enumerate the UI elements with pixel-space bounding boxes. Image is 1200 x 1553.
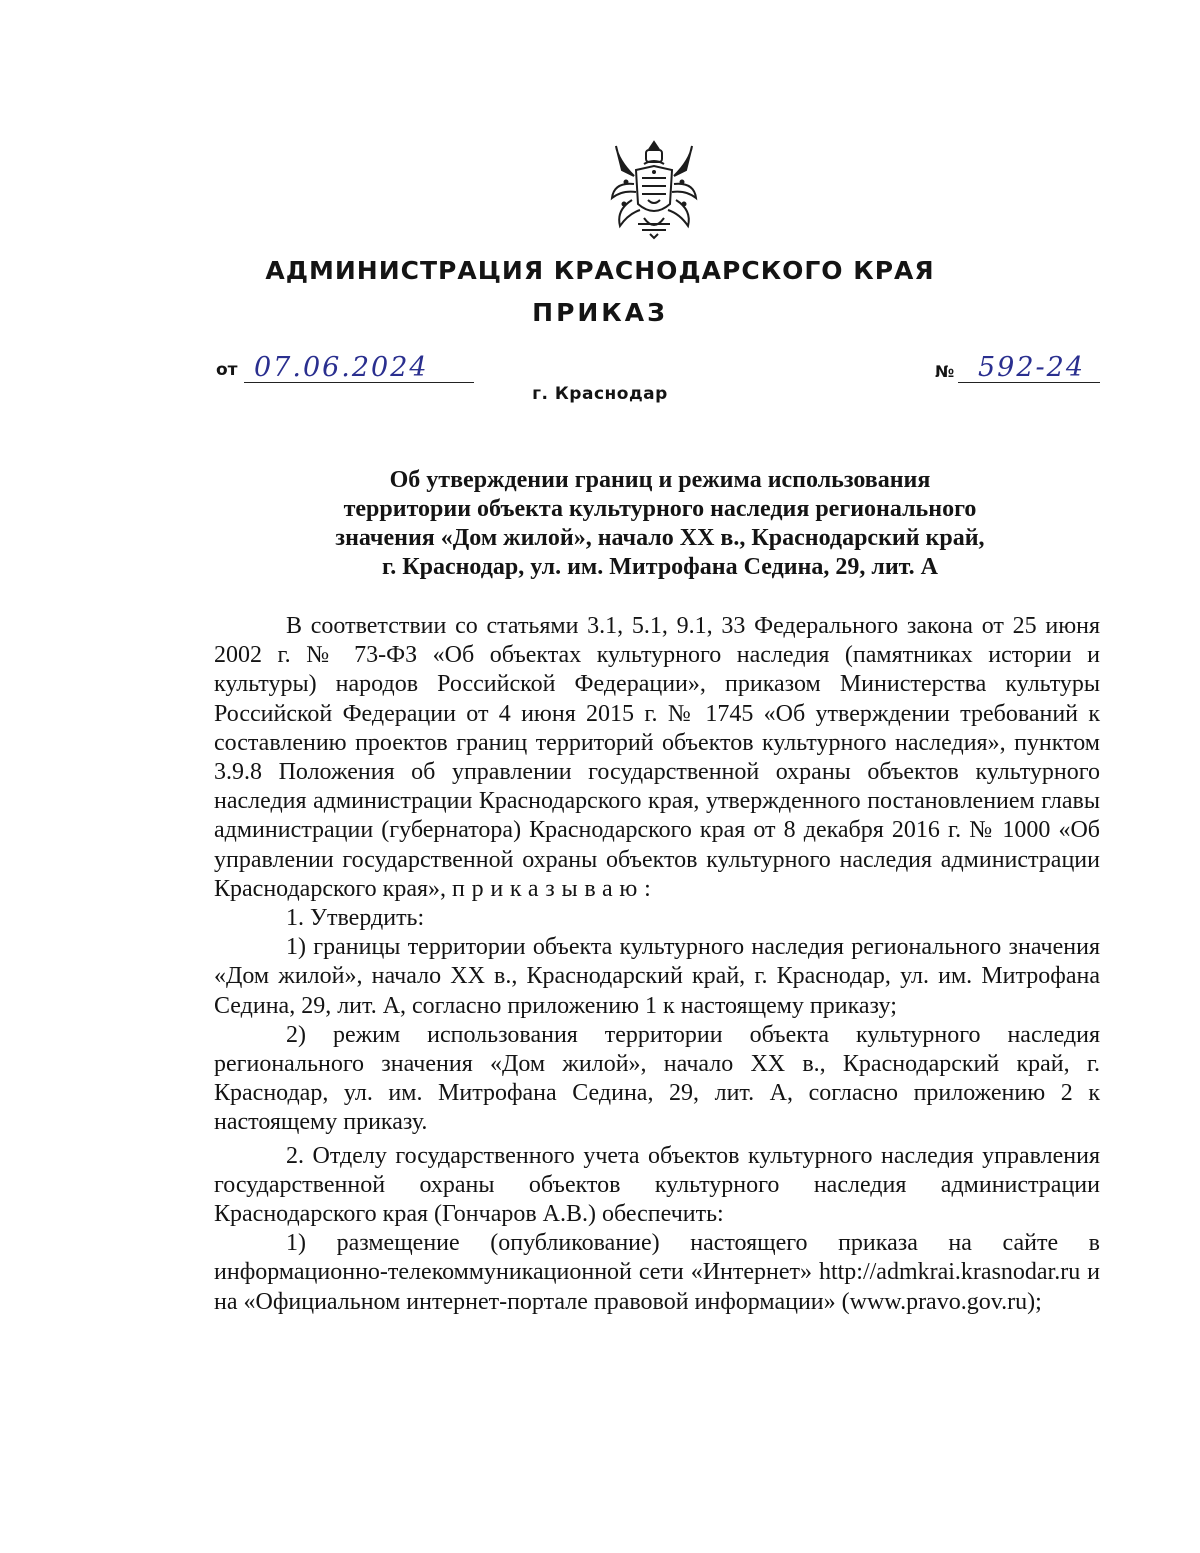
document-body xyxy=(214,612,1100,1317)
item-1-1: 1) границы территории объекта культурного наследия регионального значения «Дом жилой», начало XX в., Краснодарский край, г. Краснодар, ул. им. Митрофана Седина, 29, лит. А, согласно приложению 1 к настоящему приказу; xyxy=(214,934,1100,1019)
document-type-title: ПРИКАЗ xyxy=(532,298,668,327)
item-1: 1. Утвердить: xyxy=(286,905,425,932)
item-2: 2. Отделу государственного учета объектов культурного наследия управления государственной охраны объектов культурного наследия администрации Краснодарского края (Гончаров А.В.) обеспечить: xyxy=(214,1142,1100,1228)
subject-line: г. Краснодар, ул. им. Митрофана Седина, 29, лит. А xyxy=(382,554,938,580)
item-2-1: 1) размещение (опубликование) настоящего приказа на сайте в информационно-телекоммуникационной сети «Интернет» http://admkrai.krasnodar.ru и на «Официальном интернет-портале правовой информации» (www.pravo.gov.ru); xyxy=(214,1230,1100,1315)
preamble-text: В соответствии со статьями 3.1, 5.1, 9.1, 33 Федерального закона от 25 июня 2002 г. № 73-ФЗ «Об объектах культурного наследия (памятниках истории и культуры) народов Российской Федерации», приказом Министерства культуры Российской Федерации от 4 июня 2015 г. № 1745 «Об утверждении требований к составлению проектов границ территорий объектов культурного наследия», пунктом 3.9.8 Положения об управлении государственной охраны объектов культурного наследия администрации Краснодарского края, утвержденного постановлением главы администрации (губернатора) Краснодарского края от 8 декабря 2016 г. № 1000 «Об управлении государственной охраны объектов культурного наследия администрации Краснодарского края», xyxy=(214,613,1100,902)
number-prefix: № xyxy=(935,362,955,381)
krasnodar-coat-of-arms-emblem xyxy=(606,140,702,240)
handwritten-number: 592-24 xyxy=(978,352,1086,383)
order-word: приказываю: xyxy=(452,875,658,902)
subject-line: Об утверждении границ и режима использования xyxy=(389,467,931,493)
item-1-2: 2) режим использования территории объекта культурного наследия регионального значения «Дом жилой», начало XX в., Краснодарский край, г. Краснодар, ул. им. Митрофана Седина, 29, лит. А, согласно приложению 2 к настоящему приказу. xyxy=(214,1021,1100,1136)
city-name: г. Краснодар xyxy=(532,384,668,404)
date-prefix: от xyxy=(216,360,238,380)
organization-name: АДМИНИСТРАЦИЯ КРАСНОДАРСКОГО КРАЯ xyxy=(265,256,935,285)
handwritten-date: 07.06.2024 xyxy=(254,352,429,383)
subject-line: территории объекта культурного наследия регионального xyxy=(343,496,977,522)
order-subject xyxy=(240,466,1080,582)
subject-line: значения «Дом жилой», начало XX в., Краснодарский край, xyxy=(335,525,985,551)
preamble-paragraph xyxy=(214,612,1100,904)
